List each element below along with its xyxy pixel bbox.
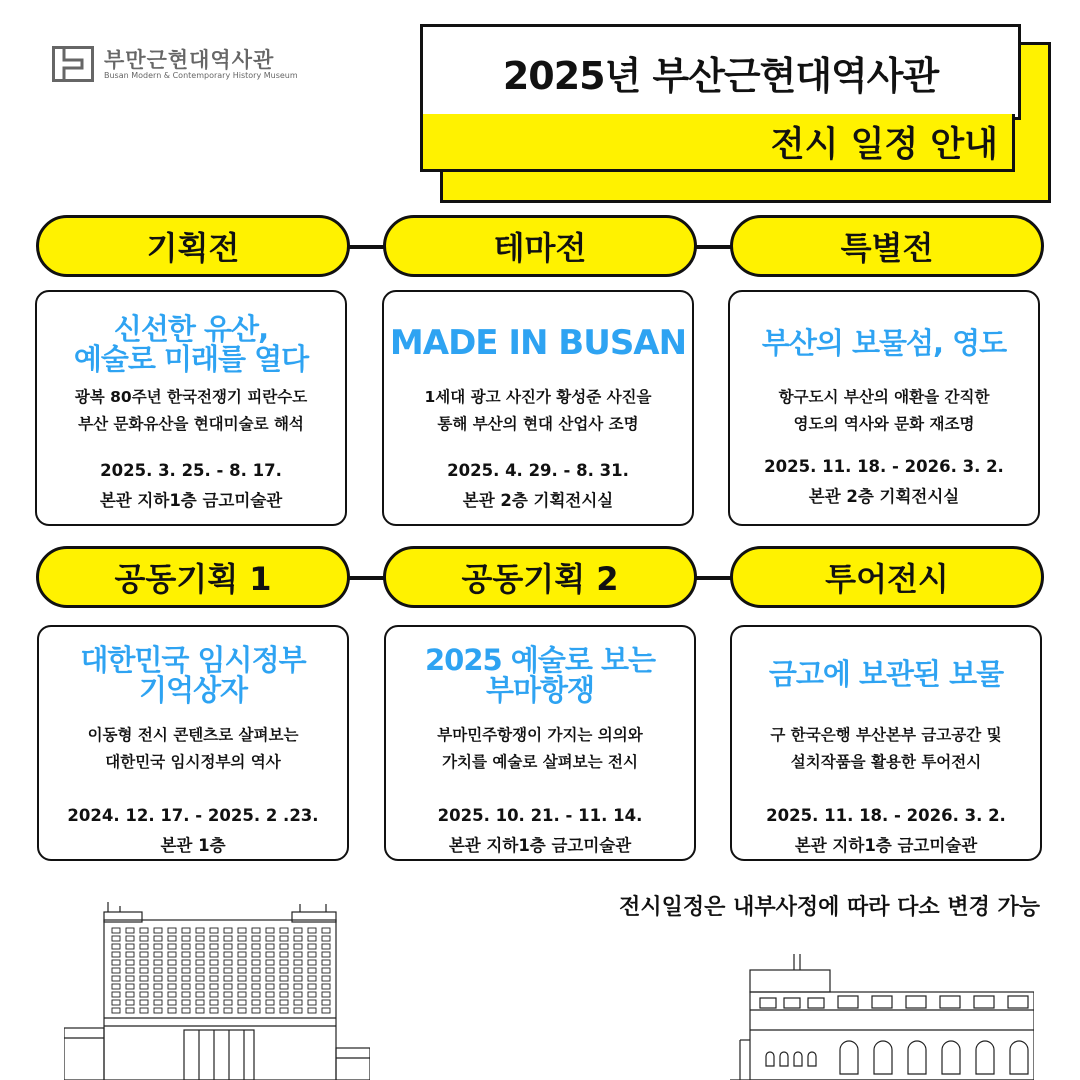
exhibition-title: 2025 예술로 보는 부마항쟁: [425, 643, 655, 707]
exhibition-date: 2025. 11. 18. - 2026. 3. 2.: [766, 806, 1006, 825]
exhibition-place: 본관 2층 기획전시실: [808, 487, 960, 506]
schedule-change-notice: 전시일정은 내부사정에 따라 다소 변경 가능: [619, 895, 1040, 920]
row2-connector-2: [695, 576, 733, 580]
logo-name-en: Busan Modern & Contemporary History Museum: [104, 71, 298, 80]
exhibition-date: 2025. 10. 21. - 11. 14.: [437, 806, 643, 825]
exhibition-card-2: [382, 290, 694, 526]
exhibition-title: MADE IN BUSAN: [389, 323, 687, 363]
exhibition-title: 금고에 보관된 보물: [768, 657, 1004, 691]
title-box: [420, 24, 1021, 120]
exhibition-card-4: [37, 625, 349, 861]
category-pill-tour: 투어전시: [730, 546, 1044, 608]
category-pill-joint-2: 공동기획 2: [383, 546, 697, 608]
page-title: 2025년 부산근현대역사관: [502, 53, 939, 98]
exhibition-date: 2024. 12. 17. - 2025. 2 .23.: [67, 806, 319, 825]
row1-connector-2: [695, 245, 733, 249]
exhibition-date: 2025. 3. 25. - 8. 17.: [100, 461, 282, 480]
exhibition-place: 본관 지하1층 금고미술관: [794, 836, 978, 855]
exhibition-description: 구 한국은행 부산본부 금고공간 및 설치작품을 활용한 투어전시: [770, 726, 1002, 771]
exhibition-card-5: [384, 625, 696, 861]
category-pill-theme: 테마전: [383, 215, 697, 277]
category-pill-special: 특별전: [730, 215, 1044, 277]
page-subtitle: 전시 일정 안내: [770, 124, 998, 165]
logo-name-ko: 부만근현대역사관: [104, 48, 275, 72]
museum-logo: [52, 44, 312, 88]
exhibition-title: 부산의 보물섬, 영도: [761, 326, 1007, 360]
exhibition-description: 부마민주항쟁이 가지는 의의와 가치를 예술로 살펴보는 전시: [437, 726, 643, 771]
vault-building-illustration: [730, 950, 1034, 1080]
exhibition-date: 2025. 4. 29. - 8. 31.: [447, 461, 629, 480]
row2-connector-1: [348, 576, 386, 580]
exhibition-card-1: [35, 290, 347, 526]
exhibition-place: 본관 1층: [160, 836, 226, 855]
exhibition-title: 신선한 유산, 예술로 미래를 열다: [73, 312, 309, 376]
exhibition-place: 본관 2층 기획전시실: [462, 491, 614, 510]
exhibition-card-6: [730, 625, 1042, 861]
exhibition-date: 2025. 11. 18. - 2026. 3. 2.: [764, 457, 1004, 476]
exhibition-place: 본관 지하1층 금고미술관: [99, 491, 283, 510]
row1-connector-1: [348, 245, 386, 249]
category-pill-joint-1: 공동기획 1: [36, 546, 350, 608]
category-pill-planned: 기획전: [36, 215, 350, 277]
exhibition-place: 본관 지하1층 금고미술관: [448, 836, 632, 855]
museum-logo-icon: [52, 46, 94, 82]
exhibition-description: 광복 80주년 한국전쟁기 피란수도 부산 문화유산을 현대미술로 해석: [74, 388, 308, 433]
exhibition-title: 대한민국 임시정부 기억상자: [80, 643, 306, 707]
exhibition-description: 항구도시 부산의 애환을 간직한 영도의 역사와 문화 재조명: [778, 388, 990, 433]
exhibition-description: 1세대 광고 사진가 황성준 사진을 통해 부산의 현대 산업사 조명: [424, 388, 652, 433]
main-building-illustration: [64, 898, 370, 1080]
exhibition-description: 이동형 전시 콘텐츠로 살펴보는 대한민국 임시정부의 역사: [87, 726, 299, 771]
subtitle-box: [420, 114, 1015, 172]
exhibition-card-3: [728, 290, 1040, 526]
